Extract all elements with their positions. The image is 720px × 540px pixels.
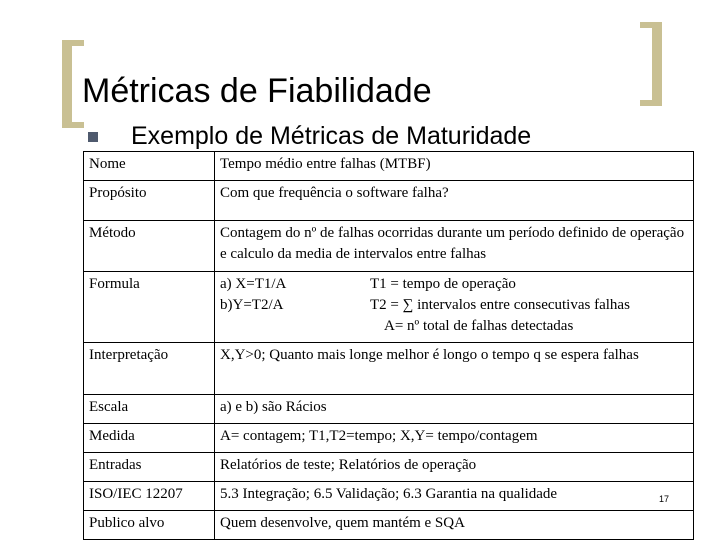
slide-subtitle: Exemplo de Métricas de Maturidade	[131, 122, 532, 150]
formula-line: a) X=T1/A	[220, 276, 287, 292]
table-row	[84, 181, 694, 221]
metrics-table	[83, 151, 694, 540]
row-label: Publico alvo	[84, 511, 215, 540]
row-value: X,Y>0; Quanto mais longe melhor é longo o tempo q se espera falhas	[215, 343, 694, 395]
row-value: Relatórios de teste; Relatórios de operação	[215, 453, 694, 482]
row-value: a) e b) são Rácios	[215, 395, 694, 424]
row-value: 5.3 Integração; 6.5 Validação; 6.3 Garantia na qualidade	[215, 482, 694, 511]
table-row	[84, 343, 694, 395]
row-label: Nome	[84, 152, 215, 181]
table-row	[84, 152, 694, 181]
row-label: ISO/IEC 12207	[84, 482, 215, 511]
formula-cell	[215, 272, 694, 343]
slide-title: Métricas de Fiabilidade	[82, 72, 432, 110]
table-row	[84, 482, 694, 511]
row-label: Escala	[84, 395, 215, 424]
formula-definition: T2 = ∑ intervalos entre consecutivas falhas	[370, 297, 630, 313]
row-value: A= contagem; T1,T2=tempo; X,Y= tempo/contagem	[215, 424, 694, 453]
formula-definition: T1 = tempo de operação	[370, 276, 516, 292]
row-label: Propósito	[84, 181, 215, 221]
table-row	[84, 453, 694, 482]
right-bracket-bottom	[640, 100, 662, 106]
formula-definition: A= nº total de falhas detectadas	[384, 318, 574, 334]
row-label: Entradas	[84, 453, 215, 482]
row-label: Método	[84, 221, 215, 272]
row-value: Tempo médio entre falhas (MTBF)	[215, 152, 694, 181]
row-label: Medida	[84, 424, 215, 453]
left-bracket-top	[62, 40, 84, 46]
row-value: Com que frequência o software falha?	[215, 181, 694, 221]
bullet-square-icon	[88, 132, 98, 142]
table-row	[84, 424, 694, 453]
right-bracket-decoration	[652, 22, 662, 106]
left-bracket-bottom	[62, 122, 84, 128]
right-bracket-top	[640, 22, 662, 28]
row-value: Contagem do nº de falhas ocorridas durante um período definido de operação e calculo da media de intervalos entre falhas	[215, 221, 694, 272]
table-row	[84, 395, 694, 424]
formula-line: b)Y=T2/A	[220, 297, 284, 313]
left-bracket-decoration	[62, 40, 72, 128]
row-value: Quem desenvolve, quem mantém e SQA	[215, 511, 694, 540]
row-label: Formula	[84, 272, 215, 343]
table-row	[84, 272, 694, 343]
table-row	[84, 221, 694, 272]
row-label: Interpretação	[84, 343, 215, 395]
table-row	[84, 511, 694, 540]
page-number: 17	[659, 494, 670, 504]
